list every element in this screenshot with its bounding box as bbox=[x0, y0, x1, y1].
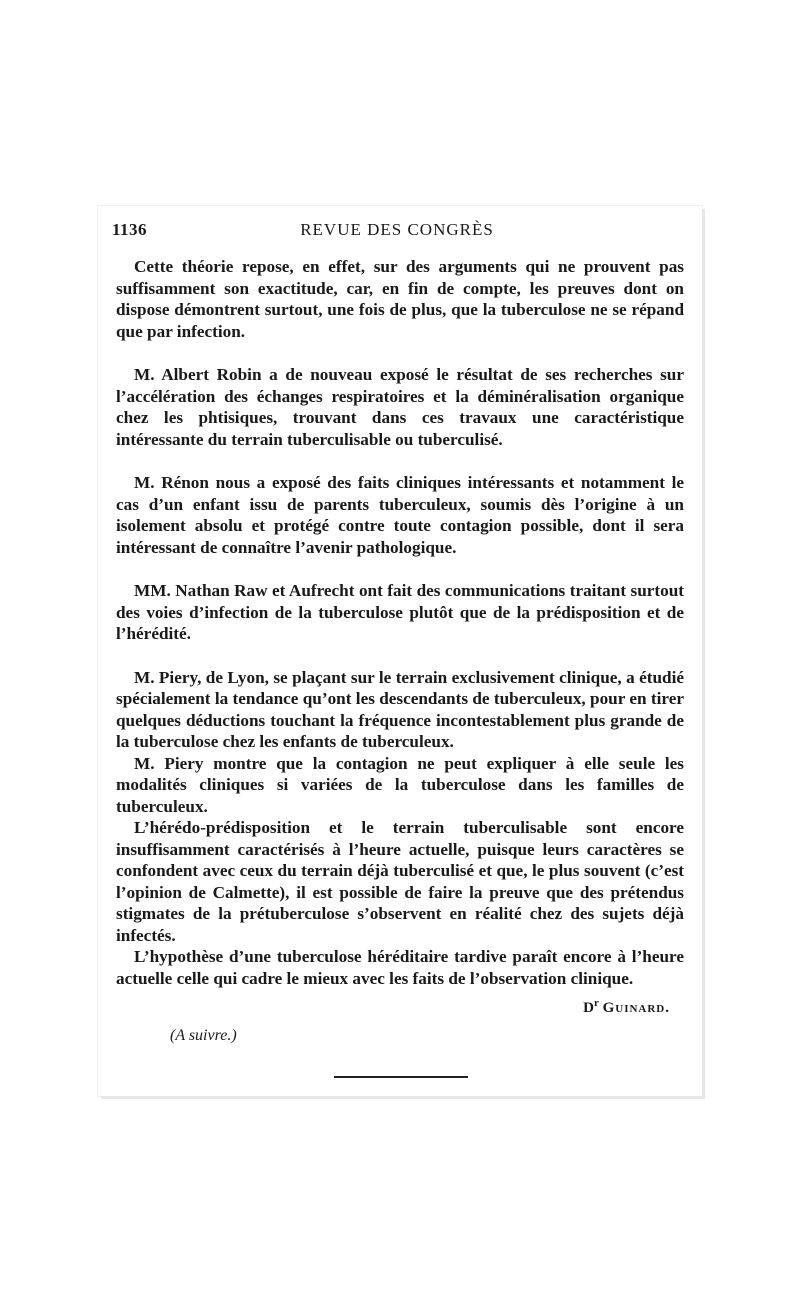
signature-title: D bbox=[583, 1000, 594, 1016]
author-signature bbox=[116, 993, 684, 1019]
paragraph: M. Piery montre que la contagion ne peut expliquer à elle seule les modalités cliniques si variées de la tuberculose dans les familles de tuberculeux. bbox=[116, 753, 684, 816]
paragraph: M. Rénon nous a exposé des faits cliniques intéressants et notamment le cas d’un enfant issu de parents tuberculeux, soumis dès l’origine à un isolement absolu et protégé contre toute contagion possible, dont il sera intéressant de connaître l’avenir pathologique. bbox=[116, 473, 684, 557]
running-head bbox=[112, 220, 682, 242]
continuation-note: (A suivre.) bbox=[170, 1027, 237, 1044]
journal-title: REVUE DES CONGRÈS bbox=[300, 220, 494, 239]
article-body bbox=[116, 256, 684, 1046]
paragraph: L’hérédo-prédisposition et le terrain tuberculisable sont encore insuffisamment caractérisés à l’heure actuelle, puisque leurs caractères se confondent avec ceux du terrain déjà tuberculisé et que, le plus souvent (c’est l’opinion de Calmette), il est possible de faire la preuve que des prétendus stigmates de la prétuberculose s’observent en réalité chez des sujets déjà infectés. bbox=[116, 818, 684, 945]
document-page bbox=[98, 206, 702, 1096]
paragraph: MM. Nathan Raw et Aufrecht ont fait des communications traitant surtout des voies d’infection de la tuberculose plutôt que de la prédisposition et de l’hérédité. bbox=[116, 581, 684, 643]
paragraph: M. Piery, de Lyon, se plaçant sur le terrain exclusivement clinique, a étudié spécialement la tendance qu’ont les descendants de tuberculeux, pour en tirer quelques déductions touchant la fréquence incontestablement plus grande de la tuberculose chez les enfants de tuberculeux. bbox=[116, 667, 684, 751]
paragraph: Cette théorie repose, en effet, sur des arguments qui ne prouvent pas suffisamment son exactitude, car, en fin de compte, les preuves dont on dispose démontrent surtout, une fois de plus, que la tuberculose ne se répand que par infection. bbox=[116, 257, 684, 341]
signature-title-superscript: r bbox=[593, 997, 599, 1009]
paragraph: M. Albert Robin a de nouveau exposé le résultat de ses recherches sur l’accélération des échanges respiratoires et la déminéralisation organique chez les phtisiques, trouvant dans ces travaux une caractéristique intéressante du terrain tuberculisable ou tuberculisé. bbox=[116, 365, 684, 449]
paragraph: L’hypothèse d’une tuberculose héréditaire tardive paraît encore à l’heure actuelle celle qui cadre le mieux avec les faits de l’observation clinique. bbox=[116, 947, 684, 988]
signature-name: Guinard. bbox=[602, 1000, 670, 1016]
end-rule bbox=[334, 1076, 468, 1078]
page-number: 1136 bbox=[112, 220, 148, 239]
